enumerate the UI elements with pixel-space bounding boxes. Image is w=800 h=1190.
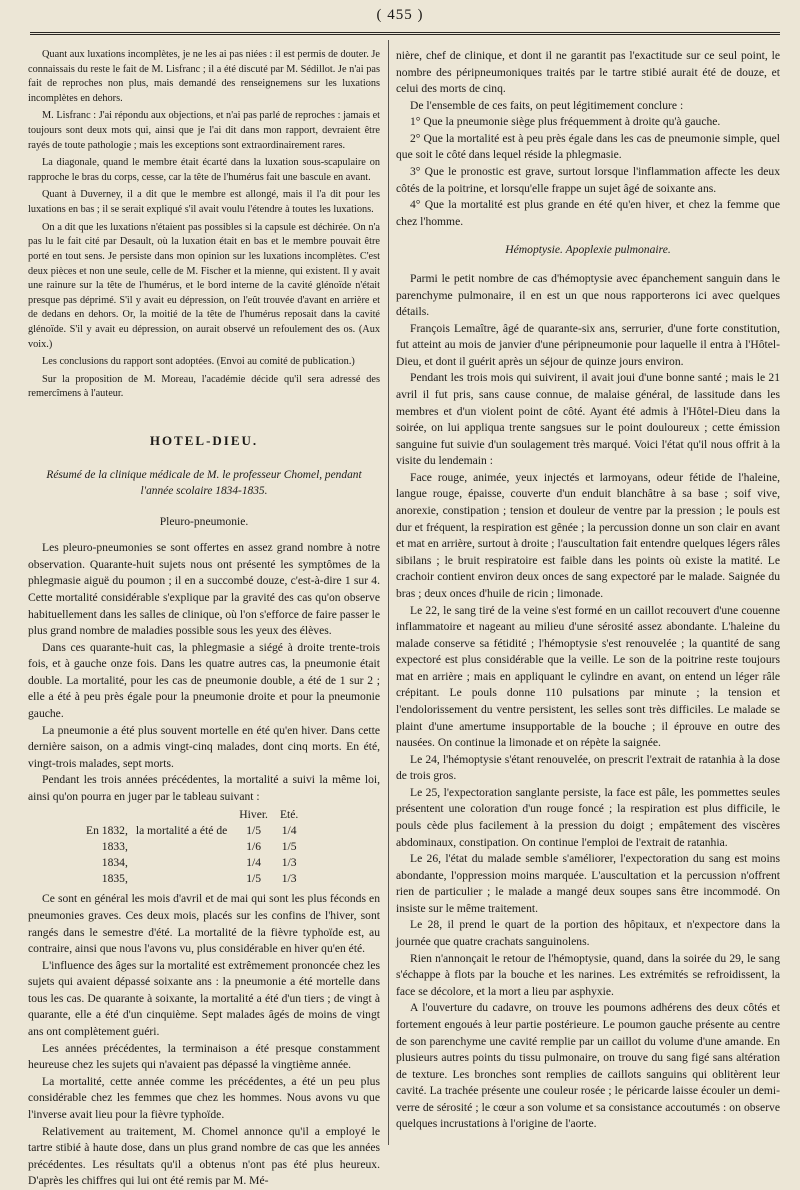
paragraph: Rien n'annonçait le retour de l'hémoptysie, quand, dans la soirée du 29, le sang s'échappe à flots par la bouche et les narines. Les extrémités se refroidissent, la face se décolore, et la mort a lieu par asphyxie. — [396, 951, 780, 998]
paragraph: Ce sont en général les mois d'avril et de mai qui sont les plus féconds en pneumonies graves. Ces deux mois, placés sur les confins de l'hiver, sont rangés dans le semestre d'été. La mortalité de la fièvre typhoïde est, au contraire, ainsi que nous l'avons vu, plus considérable en hiver qu'en été. — [28, 892, 380, 956]
left-column — [28, 48, 380, 1190]
subtitle-line: Résumé de la clinique médicale de M. le professeur Chomel, pendant — [46, 468, 362, 481]
paragraph: Le 26, l'état du malade semble s'améliorer, l'expectoration du sang est moins abondante, l'oppression moins marquée. L'auscultation et la percussion n'offrent rien de particulier ; le malade a mangé deux soupes sans être incommodé. On insiste sur le même traitement. — [396, 852, 780, 915]
paragraph: Pendant les trois années précédentes, la mortalité a suivi la même loi, ainsi qu'on pourra en juger par le tableau suivant : — [28, 773, 380, 803]
table-cell-label — [132, 871, 233, 887]
table-row — [80, 855, 304, 871]
column-header-hiver: Hiver. — [239, 808, 268, 822]
paragraph: La mortalité, cette année comme les précédentes, a été un peu plus considérable chez les femmes que chez les hommes. Nous avons vu que l'inverse avait lieu pour la fièvre typhoïde. — [28, 1074, 380, 1121]
paragraph: Le 25, l'expectoration sanglante persiste, la face est pâle, les pommettes seules présentent une coloration d'un rouge foncé ; la respiration est plus difficile, le pouls cède plus facilement à la pression du doigt ; empâtement des viscères abdominaux, constipation. On continue l'emploi de l'extrait de ratanhia. — [396, 785, 780, 849]
paragraph: Le 28, il prend le quart de la portion des hôpitaux, et n'expectore dans la journée que quatre crachats sanguinolens. — [396, 918, 780, 949]
paragraph: Quant à Duverney, il a dit que le membre est allongé, mais il l'a dit pour les luxations en bas ; il se serait expliqué s'il avait voulu l'étendre à toutes les luxations. — [28, 189, 380, 216]
page-number: ( 455 ) — [376, 7, 424, 23]
subtitle-line: l'année scolaire 1834-1835. — [140, 485, 268, 498]
paragraph: Les pleuro-pneumonies se sont offertes en assez grand nombre à notre observation. Quarante-huit sujets nous ont présenté les symptômes de la phlegmasie aiguë du poumon ; il en a succombé douze, c'est-à-dire 1 sur 4. Cette mortalité considérable s'explique par la gravité des cas qu'on observe habituellement dans les salles de clinique, où l'on s'efforce de faire passer le plus grand nombre de maladies possible sous les yeux des élèves. — [28, 541, 380, 638]
section-title: HOTEL-DIEU. — [149, 433, 259, 449]
paragraph: Dans ces quarante-huit cas, la phlegmasie a siégé à droite trente-trois fois, et à gauche onze fois. Dans les quatre autres cas, la pneumonie était double. La mortalité, pour les cas de pneumonie double, a été de 1 sur 2 ; elle a été à peu près égale pour la pneumonie droite et pour la pneumonie gauche. — [28, 640, 380, 721]
paragraph: nière, chef de clinique, et dont il ne garantit pas l'exactitude sur ce seul point, le nombre des péripneumoniques traités par le tartre stibié aurait été de douze, et celui des morts de cinq. — [396, 49, 780, 96]
paragraph: Le 24, l'hémoptysie s'étant renouvelée, on prescrit l'extrait de ratanhia à la dose de trois gros. — [396, 752, 780, 783]
table-cell-label: la mortalité a été de — [135, 824, 228, 838]
paragraph: Face rouge, animée, yeux injectés et larmoyans, odeur fétide de l'haleine, langue rouge, épaisse, couverte d'un enduit blanchâtre à sa base ; soif vive, anorexie, constipation ; tension et douleur de ventre par la pression ; le pouls est dur et fréquent, la respiration est gênée ; la percussion donne un son clair en avant et mat en arrière, surtout à droite ; l'auscultation fait entendre quelques légers râles sibilans ; le bruit respiratoire est faible dans les points où existe la matité. Le crachoir contient environ deux onces de sang expectoré par le malade. Saignée du bras ; deux onces d'huile de ricin ; limonade. — [396, 470, 780, 600]
conclusion-item: 4° Que la mortalité est plus grande en été qu'en hiver, et chez la femme que chez l'homme. — [396, 198, 780, 228]
table-cell-ete: 1/3 — [281, 856, 297, 870]
academy-discussion — [28, 48, 380, 402]
paragraph: De l'ensemble de ces faits, on peut légitimement conclure : — [410, 98, 684, 112]
table-row — [80, 839, 304, 855]
conclusion-item: 1° Que la pneumonie siège plus fréquemment à droite qu'à gauche. — [410, 115, 721, 129]
paragraph: M. Lisfranc : J'ai répondu aux objections, et n'ai pas parlé de reproches : jamais et toujours sont deux mots qui, ainsi que je l'ai dit dans mon rapport, devraient être rayés de toute pathologie ; mais les exceptions sont extraordinairement rares. — [28, 110, 380, 151]
paragraph: Relativement au traitement, M. Chomel annonce qu'il a employé le tartre stibié à haute dose, dans un plus grand nombre de cas que les années précédentes. Les résultats qu'il a obtenus n'ont pas été plus heureux. D'après les chiffres qui lui ont été remis par M. Mé- — [28, 1124, 380, 1188]
table-row — [80, 823, 304, 839]
table-cell-label — [132, 839, 233, 855]
mortality-table — [80, 807, 304, 887]
paragraph: Pendant les trois mois qui suivirent, il avait joui d'une bonne santé ; mais le 21 avril il fut pris, sans cause connue, de malaise général, de lassitude dans les membres et d'un violent point de côté. Ayant été admis à l'Hôtel-Dieu dans la soirée, on lui appliqua trente sangsues sur le point douloureux ; cette émission sanguine fut suivie d'un soulagement très marqué. Voici l'état qu'il nous offrit à la visite du lendemain : — [396, 371, 780, 468]
table-cell-hiver: 1/6 — [246, 840, 262, 854]
table-cell-hiver: 1/4 — [246, 856, 262, 870]
subheading-pleuro-pneumonie: Pleuro-pneumonie. — [159, 514, 249, 528]
page-header — [0, 6, 800, 28]
table-cell-label — [132, 855, 233, 871]
table-cell-year: 1834, — [101, 856, 128, 870]
article-subtitle — [28, 467, 380, 500]
conclusion-item: 2° Que la mortalité est à peu près égale dans les cas de pneumonie simple, quel que soit le côté dans lequel réside la phlegmasie. — [396, 131, 780, 162]
table-cell-ete: 1/3 — [281, 872, 297, 886]
conclusion-item: 3° Que le pronostic est grave, surtout lorsque l'inflammation affecte les deux côtés de la poitrine, et lorsqu'elle frappe un sujet âgé de soixante ans. — [396, 165, 780, 195]
paragraph: La pneumonie a été plus souvent mortelle en été qu'en hiver. Dans cette dernière saison, on a admis vingt-cinq malades, dont cinq morts. En été, vingt-trois malades, sept morts. — [28, 723, 380, 770]
paragraph: Les années précédentes, la terminaison a été presque constamment heureuse chez les sujets qui n'avaient pas dépassé la vingtième année. — [28, 1041, 380, 1072]
paragraph: Le 22, le sang tiré de la veine s'est formé en un caillot recouvert d'une couenne inflammatoire et nageant au milieu d'une sérosité assez abondante. L'haleine du malade conserve sa fétidité ; l'hémoptysie s'est renouvelée ; la quantité de sang expectoré est plus considérable que la veille. Le son de la poitrine reste toujours mat en arrière ; mais en appliquant le cylindre en avant, on entend un léger râle crépitant. Le pouls donne 110 pulsations par minute ; la tension et l'endolorissement du ventre persistent, les selles sont très difficiles. Le malade se plaint d'une amertume insupportable de la bouche ; il éprouve en outre des nausées. On continue la limonade et on répète la saignée. — [396, 603, 780, 750]
paragraph: François Lemaître, âgé de quarante-six ans, serrurier, d'une forte constitution, fut atteint au mois de janvier d'une péripneumonie pour laquelle il entra à l'Hôtel-Dieu, et dont il guérit après un séjour de quinze jours environ. — [396, 321, 780, 368]
paragraph: Les conclusions du rapport sont adoptées. (Envoi au comité de publication.) — [42, 356, 355, 368]
table-header-row — [80, 807, 304, 823]
right-column — [396, 48, 780, 1133]
column-divider — [388, 40, 389, 1145]
table-cell-hiver: 1/5 — [246, 872, 262, 886]
table-row — [80, 871, 304, 887]
table-cell-hiver: 1/5 — [246, 824, 262, 838]
table-cell-year: En 1832, — [86, 824, 128, 838]
table-cell-ete: 1/5 — [281, 840, 297, 854]
paragraph: L'influence des âges sur la mortalité est extrêmement prononcée chez les sujets qui avaient dépassé soixante ans : la pneumonie a été mortelle dans tous les cas. De quarante à soixante, la mortalité a été d'un tiers ; de vingt à quarante, elle a été d'un cinquième. Sept malades âgés de moins de vingt ans ont complètement guéri. — [28, 958, 380, 1039]
paragraph: On a dit que les luxations n'étaient pas possibles si la capsule est déchirée. On n'a pas lu le fait cité par Desault, où la luxation était en bas et le membre pouvait être porté en tout sens. Je persiste dans mon opinion sur les luxations incomplètes. C'est deux pièces et non une seule, celle de M. Fischer et la mienne, qui existent. Il y avait une rainure sur la tête de l'humérus, et le bord interne de la cavité glénoïde n'était presque pas déprimé. S'il y avait eu dépression, on l'eût trouvée d'avant en arrière et de dedans en dehors. Or, la moitié de la tête de l'humérus reposait dans la cavité glénoïde. S'il y avait eu dépression, on aurait observé un refoulement des os. (Aux voix.) — [28, 221, 380, 350]
table-cell-year: 1835, — [101, 872, 128, 886]
paragraph: Parmi le petit nombre de cas d'hémoptysie avec épanchement sanguin dans le parenchyme pulmonaire, il en est un que nous rapporterons ici avec quelques détails. — [396, 271, 780, 319]
table-cell-year: 1833, — [101, 840, 128, 854]
subheading-hemoptysie: Hémoptysie. Apoplexie pulmonaire. — [505, 243, 671, 257]
paragraph: Sur la proposition de M. Moreau, l'académie décide qu'il sera adressé des remercîmens à l'auteur. — [28, 373, 380, 400]
paragraph: A l'ouverture du cadavre, on trouve les poumons adhérens des deux côtés et fortement engoués à leur partie postérieure. Le poumon gauche présente au centre de son parenchyme une cavité remplie par un caillot du volume d'une amande. En plusieurs autres points du tissu pulmonaire, on trouve du sang figé sans altération de texture. Les bronches sont remplies de caillots sanguins qui oblitèrent leur cavité. La trachée présente une couleur rosée ; le péricarde laisse écouler un demi-verre de sérosité ; le cœur a son volume et sa consistance accoutumés : on observe quelques incrustations à l'origine de l'aorte. — [396, 1001, 780, 1131]
header-rule — [30, 32, 780, 35]
table-cell-ete: 1/4 — [281, 824, 297, 838]
paragraph: Quant aux luxations incomplètes, je ne les ai pas niées : il est permis de douter. Je connaissais du reste le fait de M. Lisfranc ; il a été discuté par M. Sédillot. Je n'ai pas fait de reproches non plus, mais demandé des renseignemens sur les luxations incomplètes en dehors. — [28, 49, 380, 104]
paragraph: La diagonale, quand le membre était écarté dans la luxation sous-scapulaire on rapproche le bras du corps, cesse, car la tête de l'humérus fait une bascule en avant. — [28, 157, 380, 183]
column-header-ete: Eté. — [279, 808, 299, 822]
